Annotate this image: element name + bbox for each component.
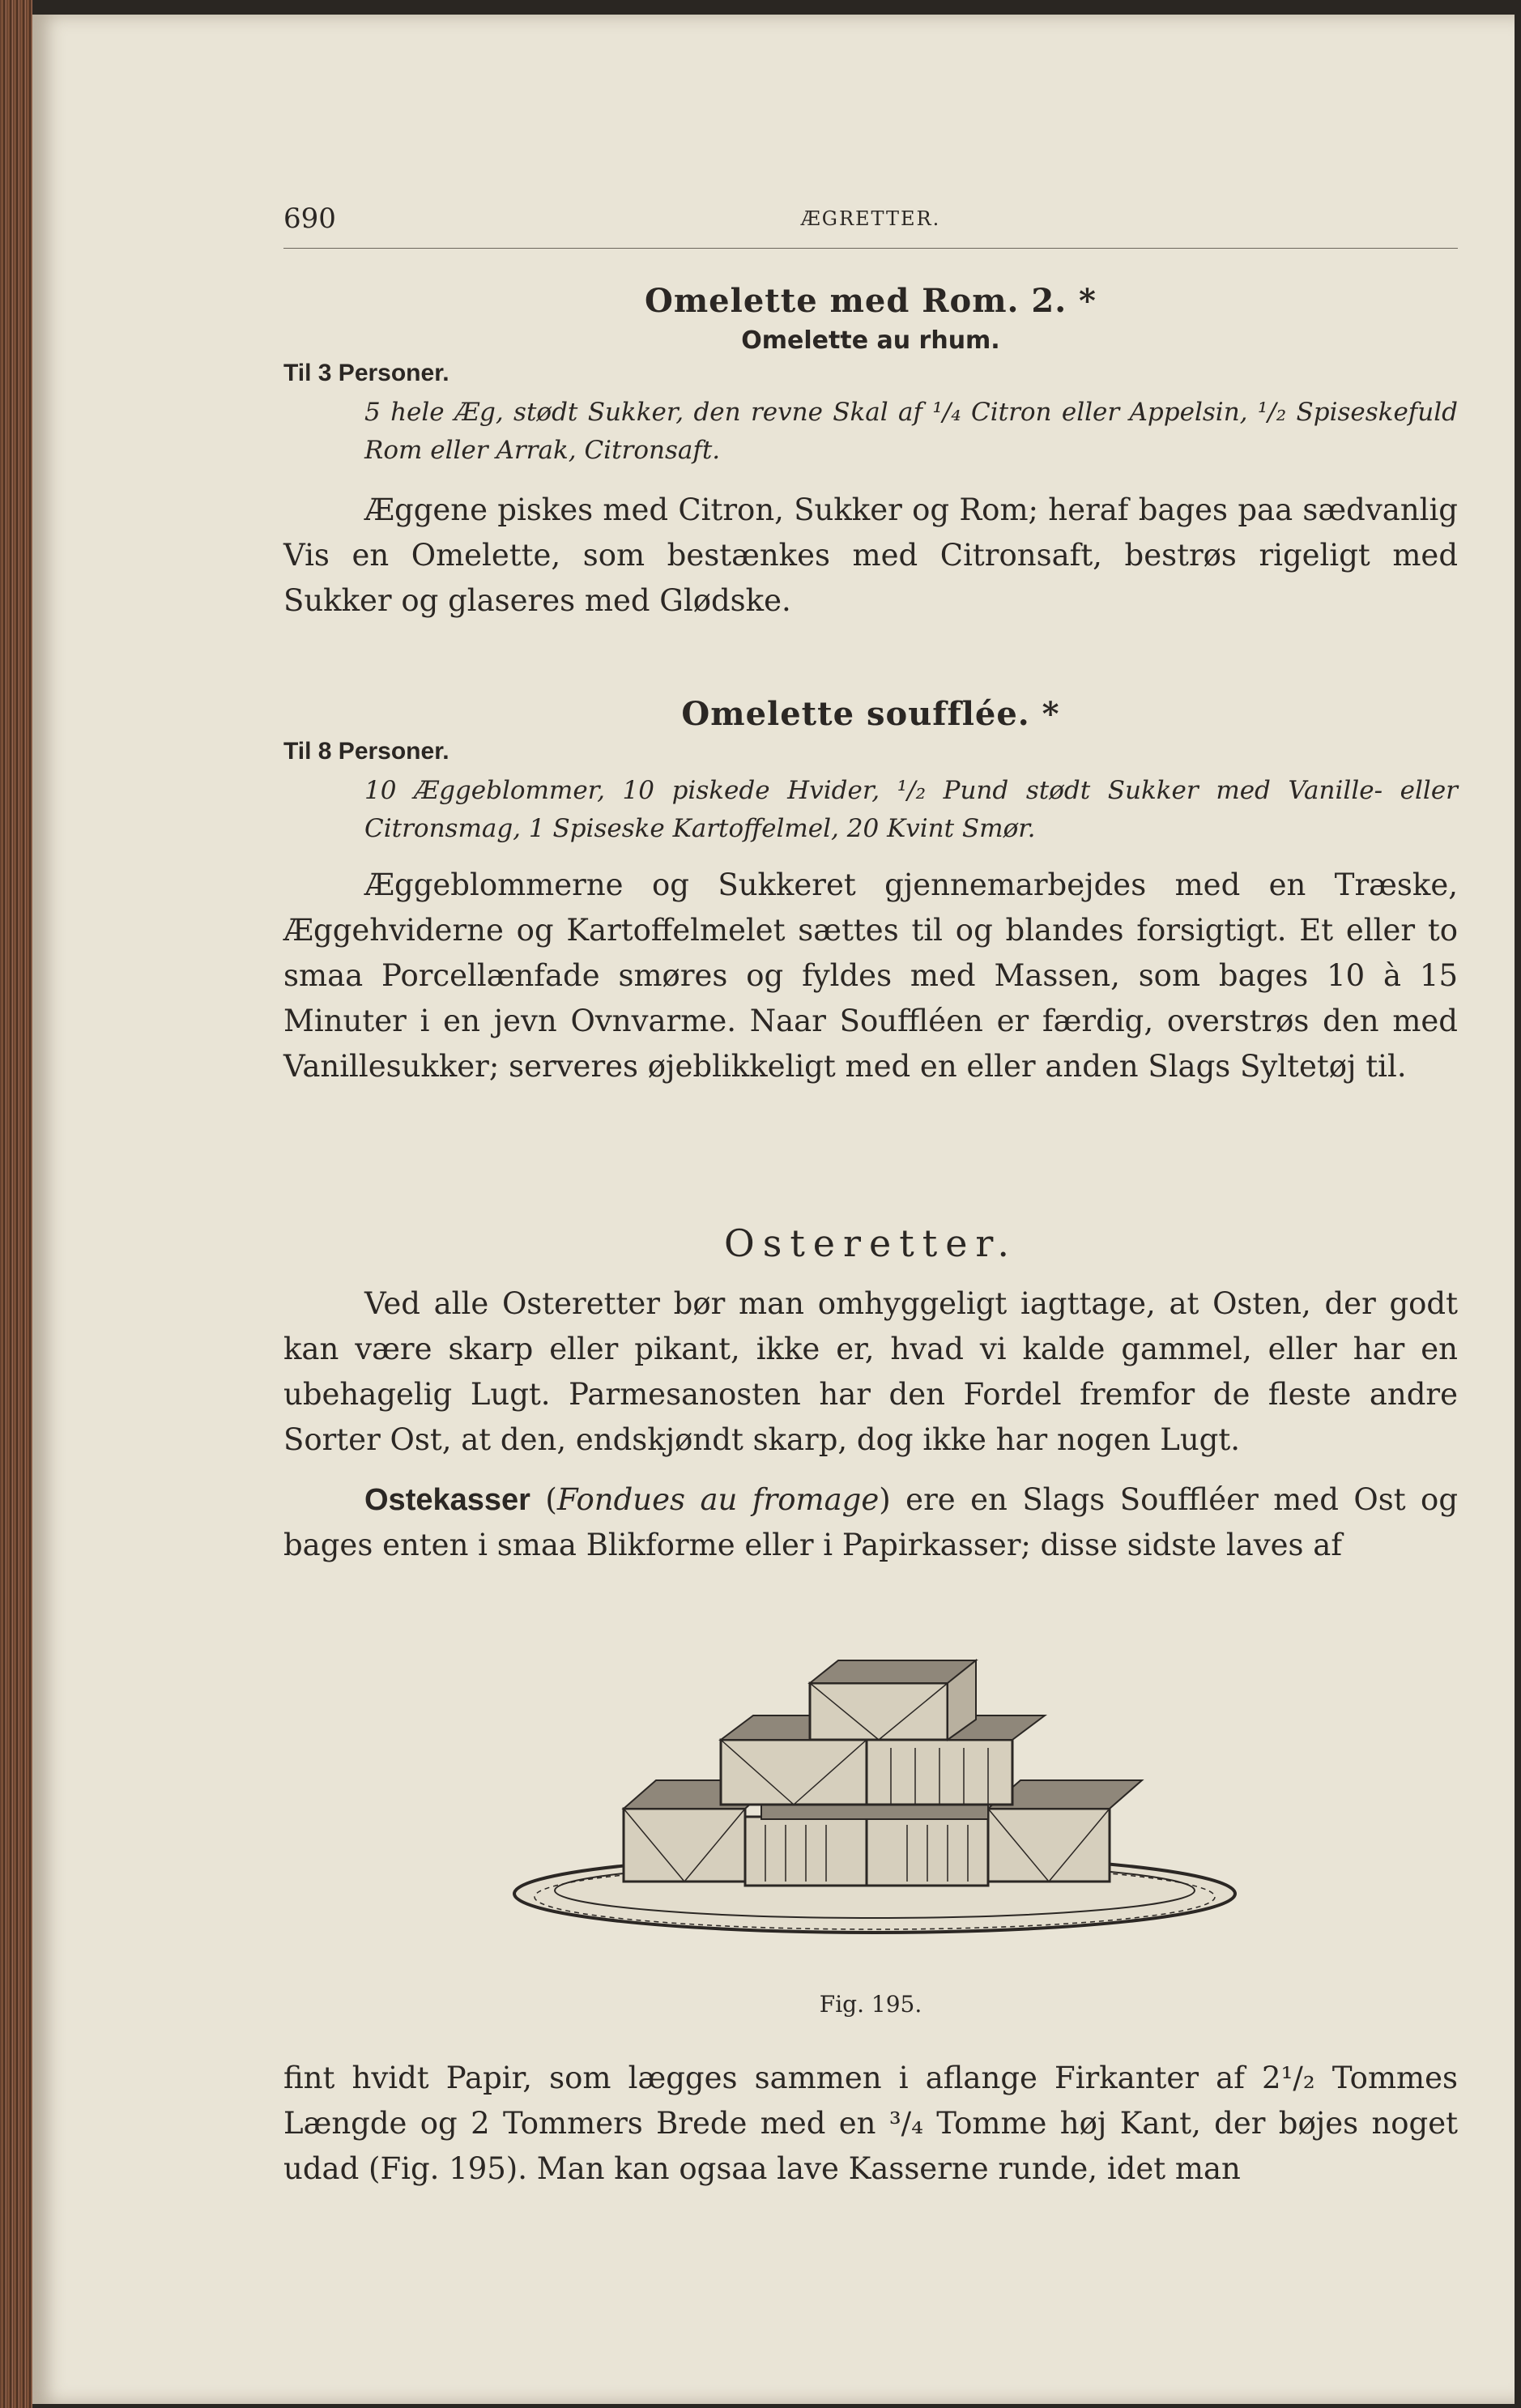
page-number: 690 <box>283 202 336 235</box>
recipe-method: Æggeblommerne og Sukkeret gjennemarbejdes med en Træske, Æggehviderne og Kartoffelmelet sættes til og blandes forsigtigt. Et eller to smaa Porcellænfade smøres og fyldes med Massen, som bages 10 à 15 Minuter i en jevn Ovnvarme. Naar Souffléen er færdig, overstrøs den med Vanillesukker; serveres øjeblikkeligt med en eller anden Slags Syltetøj til. <box>283 867 1458 1084</box>
page-header <box>283 199 1458 249</box>
lead-paragraph: Ostekasser (Fondues au fromage) ere en Slags Souffléer med Ost og bages enten i smaa Blikforme eller i Papirkasser; disse sidste laves af <box>283 1482 1459 1562</box>
continued-text-block <box>283 2056 1458 2192</box>
continued-paragraph: fint hvidt Papir, som lægges sammen i aflange Firkanter af 2¹/₂ Tommes Længde og 2 Tommers Brede med en ³/₄ Tomme høj Kant, der bøjes noget udad (Fig. 195). Man kan ogsaa lave Kasserne runde, idet man <box>283 2061 1458 2186</box>
recipe-method: Æggene piskes med Citron, Sukker og Rom; heraf bages paa sædvanlig Vis en Omelette, som bestænkes med Citronsaft, bestrøs rigeligt med Sukker og glaseres med Glødske. <box>283 492 1458 618</box>
recipe-ingredients: 5 hele Æg, stødt Sukker, den revne Skal af ¹/₄ Citron eller Appelsin, ¹/₂ Spiseskefuld Rom eller Arrak, Citronsaft. <box>364 398 1458 465</box>
recipe-title: Omelette soufflée. * <box>681 695 1060 733</box>
section-title: Osteretter. <box>724 1221 1017 1265</box>
recipe-omelette-soufflee <box>283 695 1458 1089</box>
section-intro: Ved alle Osteretter bør man omhyggeligt iagttage, at Osten, der godt kan være skarp eller pikant, ikke er, hvad vi kalde gammel, eller har en ubehagelig Lugt. Parmesanosten har den Fordel fremfor de fleste andre Sorter Ost, at den, endskjøndt skarp, dog ikke har nogen Lugt. <box>283 1286 1458 1457</box>
recipe-subtitle: Omelette au rhum. <box>741 326 1000 355</box>
recipe-serves: Til 3 Personer. <box>283 360 449 386</box>
recipe-title: Omelette med Rom. 2. * <box>645 282 1097 320</box>
section-osteretter <box>283 1221 1458 1568</box>
lead-french: Fondues au fromage <box>556 1482 880 1517</box>
running-title: ÆGRETTER. <box>800 207 941 230</box>
lead-text: ere en Slags Souffléer med Ost og bages enten i smaa Blikforme eller i Papirkasser; disse sidste laves af <box>283 1482 1459 1562</box>
book-binding <box>0 0 32 2408</box>
cheese-boxes-illustration <box>494 1651 1255 1958</box>
lead-term: Ostekasser <box>364 1483 530 1517</box>
recipe-serves: Til 8 Personer. <box>283 738 449 765</box>
book-page <box>32 15 1515 2404</box>
recipe-omelette-rom <box>283 282 1458 624</box>
recipe-ingredients: 10 Æggeblommer, 10 piskede Hvider, ¹/₂ Pund stødt Sukker med Vanille- eller Citronsmag, 1 Spiseske Kartoffelmel, 20 Kvint Smør. <box>364 776 1458 843</box>
figure-caption: Fig. 195. <box>819 1991 922 2018</box>
